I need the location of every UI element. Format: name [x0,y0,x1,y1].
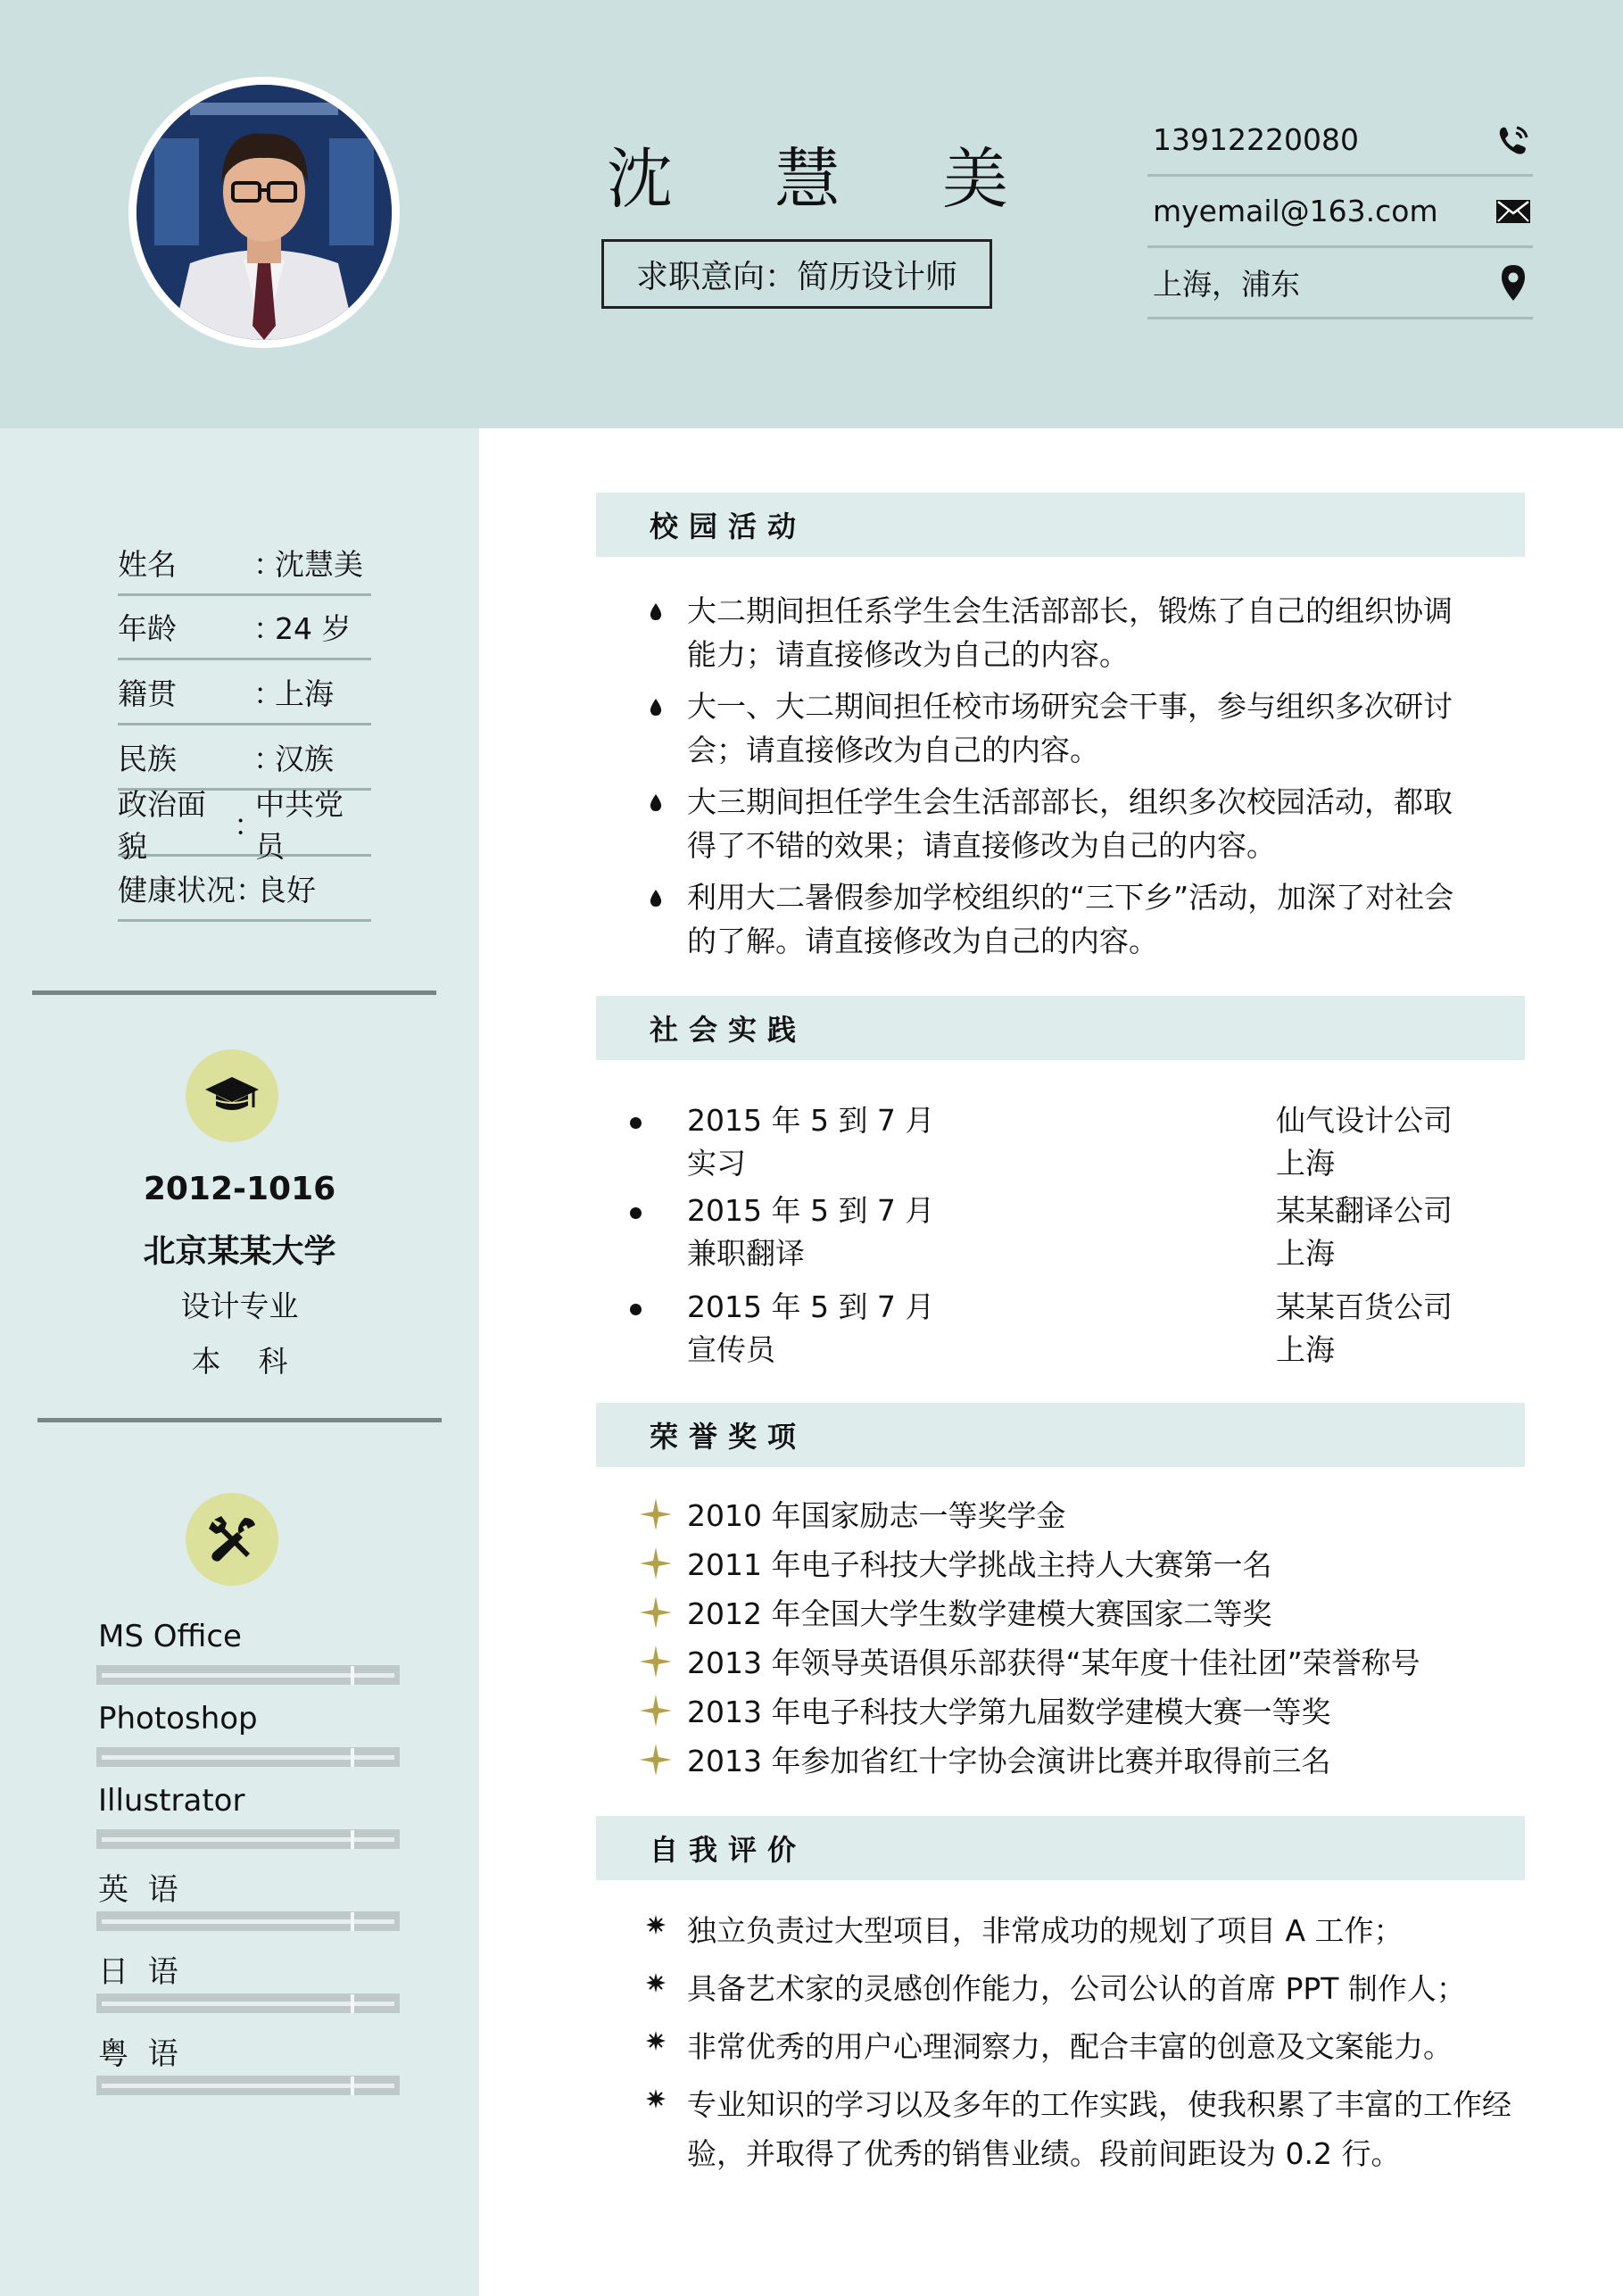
bullet-dot-icon [630,1117,642,1129]
education-school: 北京某某大学 [143,1233,336,1270]
info-label: 籍贯 [118,676,177,711]
skill-bar [96,1747,400,1767]
name-char: 慧 [774,141,840,218]
phone-icon [1494,120,1533,160]
avatar [128,77,400,348]
skill-level-marker [351,2076,354,2095]
info-row-ethnicity: 民族 ： 汉族 [118,726,371,791]
list-item: 大三期间担任学生会生活部部长，组织多次校园活动，都取得了不错的效果；请直接修改为自己的内容。 [625,780,1517,867]
section-heading-self-eval: 自我评价 [596,1816,1525,1880]
section-heading-campus: 校园活动 [596,493,1525,557]
info-value: 24 岁 [275,611,352,646]
education-major: 设计专业 [180,1289,299,1323]
full-name [607,125,1008,223]
bullet-dot-icon [630,1207,642,1219]
drop-bullet-icon [625,875,687,963]
info-value: 良好 [257,873,316,908]
list-item: 大一、大二期间担任校市场研究会干事，参与组织多次研讨会；请直接修改为自己的内容。 [625,684,1517,772]
skill-label: MS Office [98,1619,242,1654]
skill-level-marker [351,1666,354,1685]
gold-star-icon [625,1498,687,1530]
mail-icon [1494,192,1533,231]
list-item: 利用大二暑假参加学校组织的“三下乡”活动，加深了对社会的了解。请直接修改为自己的内容。 [625,875,1517,963]
name-char: 沈 [607,141,673,218]
skill-label: Illustrator [98,1783,245,1819]
star-bullet-icon [625,2022,687,2071]
award-item: 2013 年参加省红十字协会演讲比赛并取得前三名 [625,1735,1517,1784]
info-row-health: 健康状况 ： 良好 [118,858,371,922]
star-bullet-icon [625,1906,687,1955]
contact-location [1147,248,1533,319]
job-objective: 求职意向：简历设计师 [601,239,992,309]
info-row-name: 姓名 ： 沈慧美 [118,532,371,596]
practice-role: 宣传员 [687,1332,775,1367]
drop-bullet-icon [625,684,687,772]
practice-entry [625,1188,1517,1277]
skill-level-marker [351,1830,354,1849]
gold-star-icon [625,1596,687,1629]
drop-bullet-icon [625,589,687,676]
location-pin-icon [1494,263,1533,303]
practice-city: 上海 [1276,1332,1335,1367]
skill-bar [96,1911,400,1931]
avatar-portrait [137,85,392,340]
skill-level-marker [351,1994,354,2013]
graduation-cap-icon [186,1049,278,1142]
practice-city: 上海 [1276,1236,1335,1271]
info-label: 政治面貌 [118,786,206,864]
education-years: 2012-1016 [143,1171,336,1207]
drop-bullet-icon [625,780,687,867]
practice-company: 仙气设计公司 [1276,1103,1453,1138]
award-item: 2011 年电子科技大学挑战主持人大赛第一名 [625,1538,1517,1587]
sidebar-divider [32,991,436,995]
practice-company: 某某百货公司 [1276,1289,1453,1324]
gold-star-icon [625,1695,687,1727]
star-bullet-icon [625,2080,687,2178]
skill-label: 粤 语 [98,2036,178,2072]
skill-bar [96,2076,400,2095]
info-value: 中共党员 [255,786,344,864]
eval-item: 独立负责过大型项目，非常成功的规划了项目 A 工作； [625,1906,1517,1955]
info-value: 沈慧美 [275,547,363,582]
skill-label: 日 语 [98,1954,178,1990]
eval-item: 专业知识的学习以及多年的工作实践，使我积累了丰富的工作经验，并取得了优秀的销售业绩。段前间距设为 0.2 行。 [625,2080,1517,2178]
eval-item: 具备艺术家的灵感创作能力，公司公认的首席 PPT 制作人； [625,1964,1517,2013]
award-item: 2012 年全国大学生数学建模大赛国家二等奖 [625,1587,1517,1637]
education-degree: 本 科 [191,1344,288,1379]
practice-role: 兼职翻译 [687,1236,805,1271]
practice-entry [625,1098,1517,1187]
practice-entry [625,1284,1517,1373]
skill-label: Photoshop [98,1701,258,1737]
bullet-dot-icon [630,1304,642,1315]
eval-item: 非常优秀的用户心理洞察力，配合丰富的创意及文案能力。 [625,2022,1517,2071]
award-item: 2013 年电子科技大学第九届数学建模大赛一等奖 [625,1686,1517,1735]
gold-star-icon [625,1744,687,1776]
skill-bar [96,1665,400,1685]
section-heading-awards: 荣誉奖项 [596,1403,1525,1467]
gold-star-icon [625,1645,687,1678]
gold-star-icon [625,1547,687,1579]
practice-city: 上海 [1276,1146,1335,1181]
contact-email [1147,177,1533,248]
skill-level-marker [351,1912,354,1931]
practice-role: 实习 [687,1146,746,1181]
tools-icon [186,1493,278,1586]
skill-bar [96,1993,400,2013]
info-value: 汉族 [275,742,334,776]
info-row-hometown: 籍贯 ： 上海 [118,661,371,725]
section-heading-practice: 社会实践 [596,996,1525,1060]
info-label: 民族 [118,742,177,776]
info-row-political: 政治面貌 ： 中共党员 [118,792,371,857]
name-char: 美 [942,141,1008,218]
skill-bar [96,1829,400,1849]
info-label: 姓名 [118,547,177,582]
practice-company: 某某翻译公司 [1276,1193,1453,1228]
star-bullet-icon [625,1964,687,2013]
award-item: 2013 年领导英语俱乐部获得“某年度十佳社团”荣誉称号 [625,1637,1517,1686]
info-label: 年龄 [118,611,177,646]
location-text: 上海，浦东 [1153,267,1300,302]
phone-text: 13912220080 [1153,122,1359,157]
skill-label: 英 语 [98,1872,178,1908]
list-item: 大二期间担任系学生会生活部部长，锻炼了自己的组织协调能力；请直接修改为自己的内容。 [625,589,1517,676]
skill-level-marker [351,1748,354,1767]
practice-date: 2015 年 5 到 7 月 [687,1289,935,1324]
practice-date: 2015 年 5 到 7 月 [687,1103,935,1138]
email-text: myemail@163.com [1153,194,1438,228]
info-row-age: 年龄 ： 24 岁 [118,596,371,660]
info-value: 上海 [275,676,334,711]
practice-date: 2015 年 5 到 7 月 [687,1193,935,1228]
contact-phone [1147,105,1533,177]
sidebar-divider [37,1418,442,1422]
info-label: 健康状况 [118,873,236,908]
award-item: 2010 年国家励志一等奖学金 [625,1489,1517,1538]
